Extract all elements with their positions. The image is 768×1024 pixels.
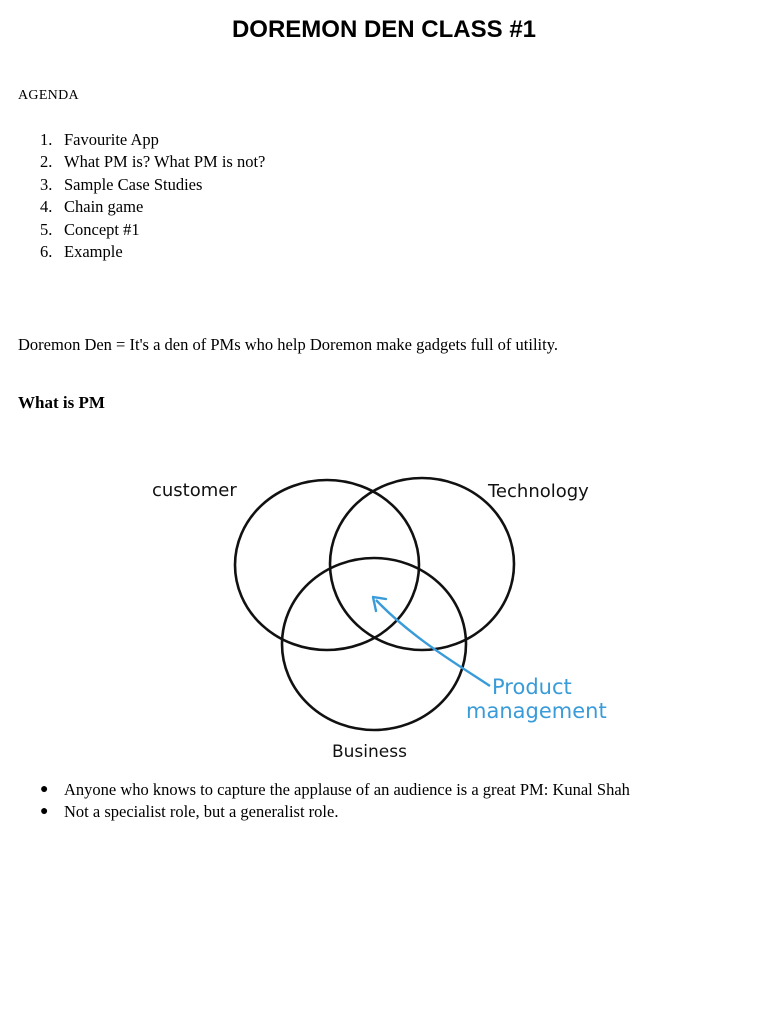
intro-paragraph: Doremon Den = It's a den of PMs who help Doremon make gadgets full of utility. <box>18 335 559 354</box>
product-management-label-line2: management <box>466 699 607 723</box>
pm-arrow <box>376 600 490 686</box>
customer-label: customer <box>152 480 237 501</box>
agenda-label: AGENDA <box>18 88 79 103</box>
agenda-item <box>0 241 265 263</box>
agenda-item-text: Chain game <box>64 197 144 217</box>
agenda-item-text: What PM is? What PM is not? <box>64 152 266 172</box>
agenda-item-number: 3. <box>40 174 53 194</box>
bullet-item <box>0 779 630 801</box>
agenda-item-number: 2. <box>40 152 53 172</box>
bullet-text: Not a specialist role, but a generalist role. <box>64 802 339 822</box>
document-title: DOREMON DEN CLASS #1 <box>231 16 537 43</box>
agenda-item-number: 5. <box>40 219 53 239</box>
agenda-list <box>0 129 265 263</box>
bullet-list <box>0 779 630 824</box>
customer-circle <box>235 480 419 650</box>
agenda-item-number: 1. <box>40 130 53 149</box>
section-heading-what-is-pm: What is PM <box>18 393 105 412</box>
agenda-item <box>0 151 265 173</box>
venn-diagram <box>140 470 620 765</box>
agenda-item-number: 4. <box>40 197 53 217</box>
agenda-item-text: Sample Case Studies <box>64 174 203 194</box>
technology-label: Technology <box>488 481 589 502</box>
agenda-item-text: Example <box>64 241 123 261</box>
agenda-item-number: 6. <box>40 241 53 261</box>
bullet-dot-icon: ● <box>40 782 49 797</box>
bullet-item <box>0 801 630 823</box>
bullet-text: Anyone who knows to capture the applause of an audience is a great PM: Kunal Shah <box>64 780 630 799</box>
agenda-item-text: Concept #1 <box>64 219 140 239</box>
agenda-item <box>0 129 265 151</box>
business-circle <box>282 558 466 730</box>
agenda-item <box>0 196 265 218</box>
business-label: Business <box>332 742 407 762</box>
agenda-item <box>0 174 265 196</box>
product-management-label-line1: Product <box>492 675 572 699</box>
technology-circle <box>330 478 514 650</box>
bullet-dot-icon: ● <box>40 804 49 820</box>
agenda-item <box>0 219 265 241</box>
agenda-item-text: Favourite App <box>64 130 159 149</box>
